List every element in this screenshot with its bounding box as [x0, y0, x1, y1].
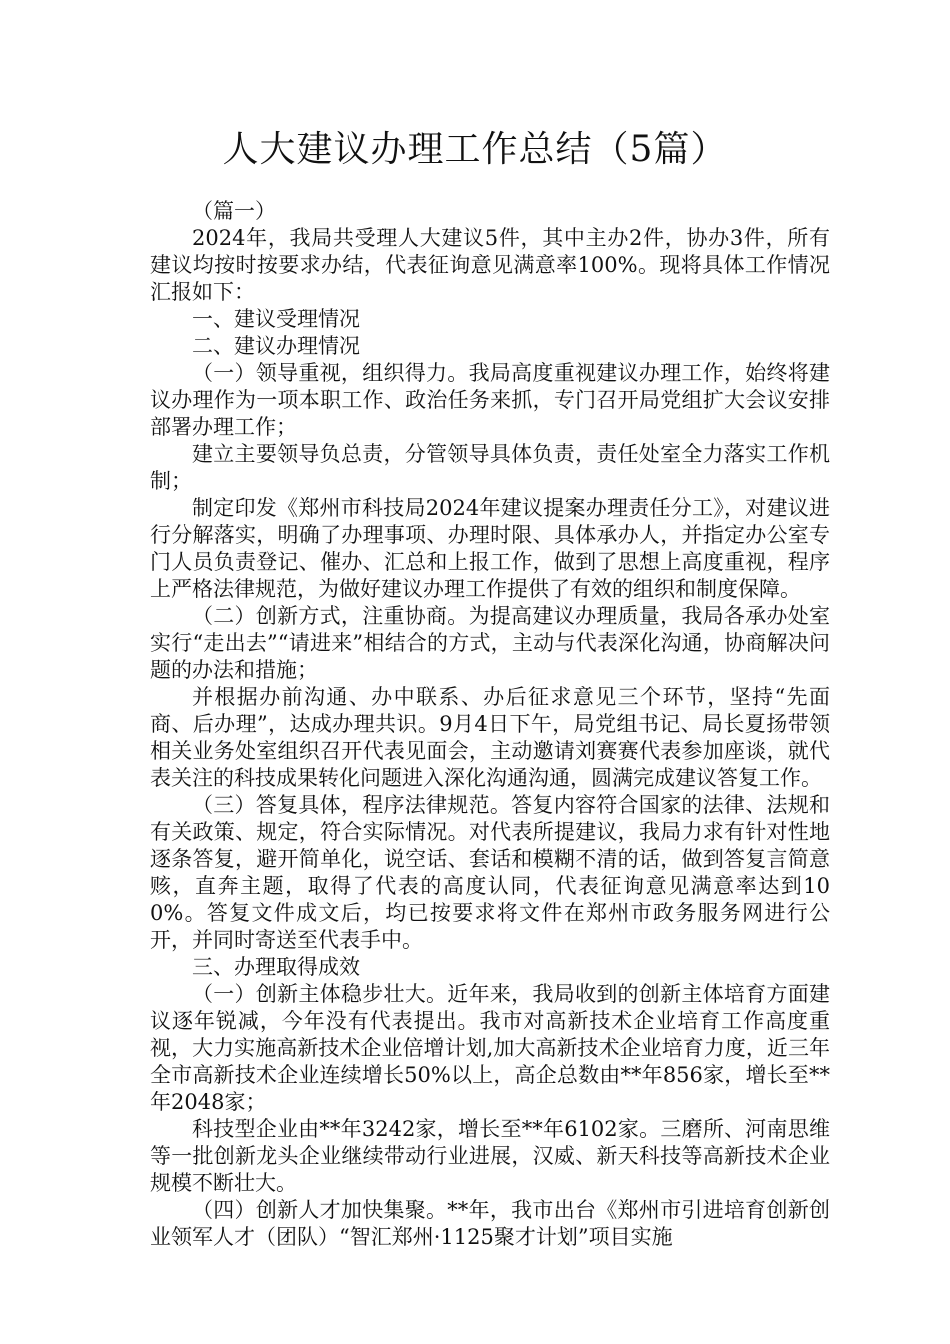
heading-suggestion-handling: 二、建议办理情况: [192, 334, 360, 358]
section-label-part-one: （篇一）: [192, 199, 276, 223]
heading-results: 三、办理取得成效: [192, 955, 360, 979]
paragraph-innovation-entities: （一）创新主体稳步壮大。近年来，我局收到的创新主体培育方面建议逐年锐减，今年没有代表提出。我市对高新技术企业培育工作高度重视，大力实施高新技术企业倍增计划,加大高新技术企业培育力度，近三年全市高新技术企业连续增长50%以上，高企总数由**年856家，增长至**年2048家；: [150, 982, 830, 1114]
document-title: 人大建议办理工作总结（5篇）: [222, 129, 728, 170]
document-body: [150, 198, 830, 1251]
paragraph-division-of-work: 制定印发《郑州市科技局2024年建议提案办理责任分工》，对建议进行分解落实，明确了办理事项、办理时限、具体承办人，并指定办公室专门人员负责登记、催办、汇总和上报工作，做到了思想上高度重视，程序上严格法律规范，为做好建议办理工作提供了有效的组织和制度保障。: [150, 496, 830, 601]
paragraph-leadership: （一）领导重视，组织得力。我局高度重视建议办理工作，始终将建议办理作为一项本职工作、政治任务来抓，专门召开局党组扩大会议安排部署办理工作；: [150, 361, 830, 439]
heading-suggestion-acceptance: 一、建议受理情况: [192, 307, 360, 331]
paragraph-talent: （四）创新人才加快集聚。**年，我市出台《郑州市引进培育创新创业领军人才（团队）“智汇郑州·1125聚才计划”项目实施: [150, 1198, 830, 1249]
intro-paragraph: 2024年，我局共受理人大建议5件，其中主办2件，协办3件，所有建议均按时按要求办结，代表征询意见满意率100%。现将具体工作情况汇报如下：: [150, 226, 830, 304]
paragraph-tech-enterprises: 科技型企业由**年3242家，增长至**年6102家。三磨所、河南思维等一批创新龙头企业继续带动行业进展，汉威、新天科技等高新技术企业规模不断壮大。: [150, 1117, 830, 1195]
paragraph-reply: （三）答复具体，程序法律规范。答复内容符合国家的法律、法规和有关政策、规定，符合实际情况。对代表所提建议，我局力求有针对性地逐条答复，避开简单化，说空话、套话和模糊不清的话，做到答复言简意赅，直奔主题，取得了代表的高度认同，代表征询意见满意率达到100%。答复文件成文后，均已按要求将文件在郑州市政务服务网进行公开，并同时寄送至代表手中。: [150, 793, 830, 952]
paragraph-innovation-method: （二）创新方式，注重协商。为提高建议办理质量，我局各承办处室实行“走出去”“请进来”相结合的方式，主动与代表深化沟通，协商解决问题的办法和措施；: [150, 604, 830, 682]
paragraph-consultation: 并根据办前沟通、办中联系、办后征求意见三个环节，坚持“先面商、后办理”，达成办理共识。9月4日下午，局党组书记、局长夏扬带领相关业务处室组织召开代表见面会，主动邀请刘赛赛代表参加座谈，就代表关注的科技成果转化问题进入深化沟通沟通，圆满完成建议答复工作。: [150, 685, 830, 790]
paragraph-responsibility: 建立主要领导负总责，分管领导具体负责，责任处室全力落实工作机制；: [150, 442, 830, 493]
